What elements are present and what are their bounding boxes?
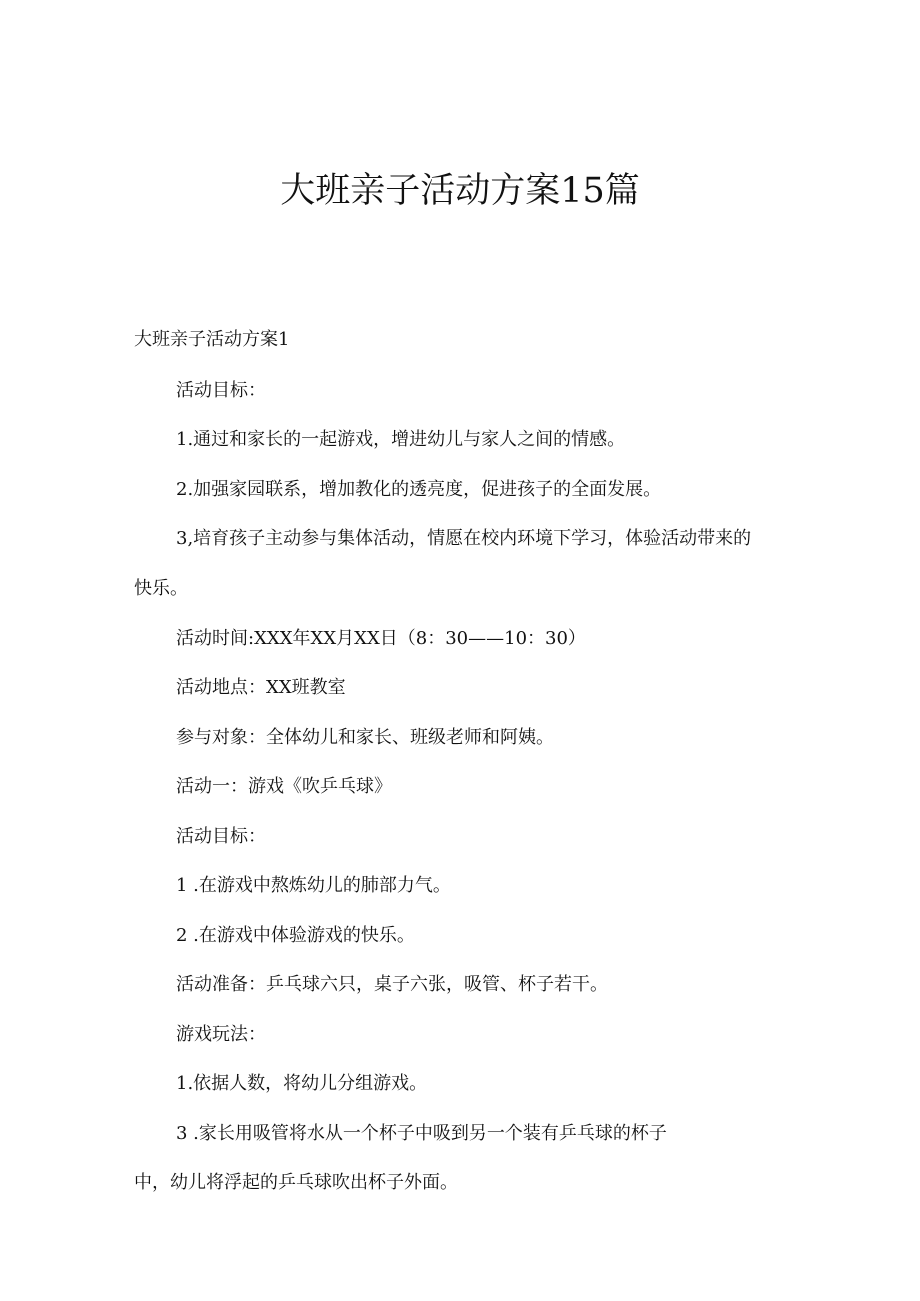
paragraph-line: 1.依据人数，将幼儿分组游戏。: [176, 1073, 428, 1094]
paragraph-line: 快乐。: [134, 578, 188, 599]
paragraph-line: 2.加强家园联系，增加教化的透亮度，促进孩子的全面发展。: [176, 479, 662, 500]
paragraph-line: 活动一：游戏《吹乒乓球》: [176, 776, 392, 797]
paragraph-line: 活动准备：乒乓球六只，桌子六张，吸管、杯子若干。: [176, 974, 608, 995]
paragraph-line: 3 .家长用吸管将水从一个杯子中吸到另一个装有乒乓球的杯子: [176, 1123, 667, 1144]
paragraph-line: 中，幼儿将浮起的乒乓球吹出杯子外面。: [134, 1172, 458, 1193]
paragraph-line: 1.通过和家长的一起游戏，增进幼儿与家人之间的情感。: [176, 429, 626, 450]
paragraph-line: 2 .在游戏中体验游戏的快乐。: [176, 925, 415, 946]
paragraph-line: 3,培育孩子主动参与集体活动，情愿在校内环境下学习，体验活动带来的: [176, 528, 752, 549]
paragraph-line: 活动地点：XX班教室: [176, 677, 346, 698]
paragraph-line: 参与对象：全体幼儿和家长、班级老师和阿姨。: [176, 727, 554, 748]
paragraph-line: 活动目标：: [176, 380, 266, 401]
paragraph-line: 活动时间:XXX年XX月XX日（8：30——10：30）: [176, 628, 586, 649]
document-title: 大班亲子活动方案15篇: [280, 171, 640, 212]
paragraph-line: 游戏玩法：: [176, 1024, 266, 1045]
paragraph-line: 活动目标：: [176, 826, 266, 847]
section-heading: 大班亲子活动方案1: [134, 329, 290, 350]
paragraph-line: 1 .在游戏中熬炼幼儿的肺部力气。: [176, 875, 451, 896]
